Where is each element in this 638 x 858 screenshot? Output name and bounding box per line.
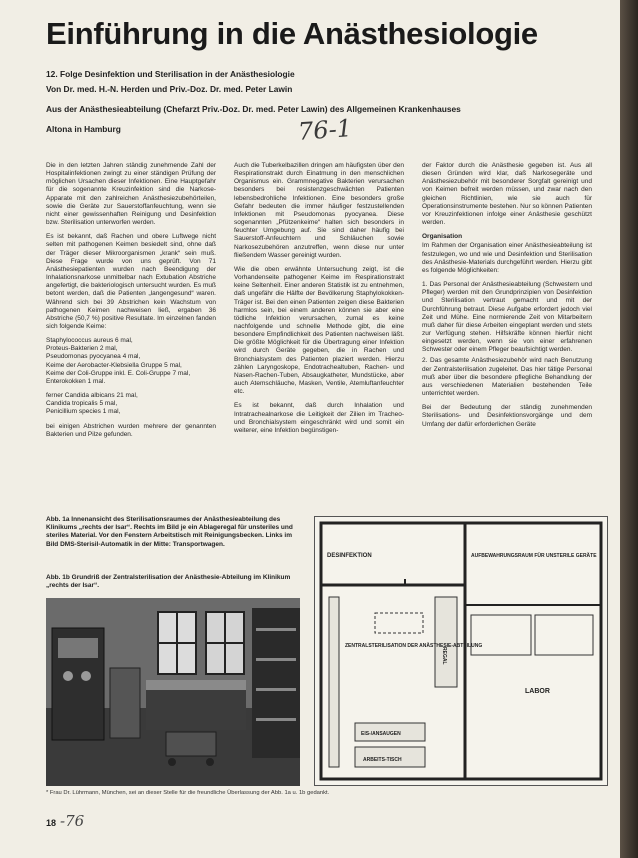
paragraph: Auch die Tuberkelbazillen dringen am häufigsten über den Respirationstrakt durch Einatmung in den menschlichen Organismus ein. Grammnegative Bakterien verursachen besonders bei resistenzgeschwächten Patienten lebensbedrohliche Infektionen. Eine besonders große Gefahr bedeuten die immer häufiger festzustellenden Infektionen mit Pseudomonas pyocyanea. Diese sogenannten „Pfützenkeime“ halten sich besonders in feuchter Umgebung auf. Sie sind daher häufig bei Sauerstoff-Anfeuchtern und Schläuchen sowie Narkosezubehören anzutreffen, wenn diese nur unter fließendem Wasser gereinigt wurden.	[234, 162, 404, 259]
list-item: 2. Das gesamte Anästhesiezubehör wird nach Benutzung der Zentralsterilisation zugeleitet. Das hier tätige Personal muß aber über die besondere pflegliche Behandlung der aus verschiedenen Materialien bestehenden Teile unterrichtet werden.	[422, 357, 592, 398]
plan-label-aufbewahrung: AUFBEWAHRUNGSRAUM FÜR UNSTERILE GERÄTE	[471, 553, 597, 559]
figure-1a-photo	[46, 598, 300, 786]
list-item: Enterokokken 1 mal.	[46, 377, 106, 385]
caption-figure-1b: Abb. 1b Grundriß der Zentralsterilisation der Anästhesie-Abteilung im Klinikum „rechts der Isar“.	[46, 574, 291, 590]
floor-plan-drawing	[315, 517, 607, 785]
photo-illustration	[46, 598, 300, 786]
plan-label-labor: LABOR	[525, 688, 550, 695]
plan-label-zentral: ZENTRALSTERILISATION DER ANÄSTHESIE-ABTEILUNG	[345, 643, 483, 649]
footnote: * Frau Dr. Lührmann, München, sei an dieser Stelle für die freundliche Überlassung der Abb. 1a u. 1b gedankt.	[46, 790, 330, 796]
paragraph: Wie die oben erwähnte Untersuchung zeigt, ist die Vorhandenseite pathogener Keime im Respirationstrakt keine Seltenheit. Einer anderen Statistik ist zu entnehmen, daß ungefähr die Hälfte der Bevölkerung Staphylokokken-Träger ist. Bei den einen Patienten zeigen diese Bakterien harmlos sein, bei einem anderen können sie aber eine tödliche Infektion verursachen, zumal es keine nachfolgende und schnelle Methode gibt, die eine besondere Empfindlichkeit des Patienten nachweisen läßt. Die größte Möglichkeit für die Übertragung einer Infektion wird durch Geräte gegeben, die in Rachen und Bronchialsystem des Patienten plaziert werden. Hierzu zählen Laryngoskope, Endotrachealtuben, Rachen- und Nasen-Rachen-Tuben, Absaugkatheter, Mundstücke, aber auch Atemschläuche, Masken, Ventile, Atemluftanfeuchter etc.	[234, 265, 404, 396]
list-item: Candida tropicalis 5 mal,	[46, 400, 118, 408]
list-item: ferner Candida albicans 21 mal,	[46, 392, 138, 400]
article-title: Einführung in die Anästhesiologie	[46, 16, 538, 51]
handwritten-note: 76-1	[297, 114, 353, 146]
page-handwritten-note: -76	[60, 812, 85, 830]
list-item: Pseudomonas pyocyanea 4 mal,	[46, 353, 141, 361]
location-line: Altona in Hamburg	[46, 124, 121, 134]
paragraph: Es ist bekannt, daß durch Inhalation und Intratrachealnarkose die Leitigkeit der Zilien im Tracheo- und Bronchialsystem eingeschränkt wird und somit ein weiterer, eine Infektion begünstigen-	[234, 402, 404, 434]
section-heading: Organisation	[422, 233, 463, 241]
list-item: Proteus-Bakterien 2 mal,	[46, 345, 118, 353]
paragraph: Bei der Bedeutung der ständig zunehmenden Sterilisations- und Desinfektionsvorgänge und dem Umfang der dafür erforderlichen Geräte	[422, 404, 592, 428]
column-3	[422, 162, 592, 435]
options-list	[422, 281, 592, 398]
paragraph: Die in den letzten Jahren ständig zunehmende Zahl der Hospitalinfektionen zwingt zu einer ständigen Prüfung der möglichen Ursachen dieser Infektionen. Eine Hauptgefahr für die sogenannte Kreuzinfektion sind die Narkose-Apparate mit den zahlreichen Anästhesiezubehörteilen, sowie die Geräte zur Sauerstoffanfeuchtung, wenn sie nicht einer gewissenhaften Reinigung und Desinfektion bzw. Sterilisation unterworfen werden.	[46, 162, 216, 227]
paragraph: der Faktor durch die Anästhesie gegeben ist. Aus all diesen Gründen wird klar, daß Narkosegeräte und Anästhesiezubehör mit besonderer Sorgfalt gereinigt und von Keimen befreit werden müssen, und zwar nach den gleichen Richtlinien, wie sie auch für Operationsinstrumente bestehen. Nur so können Patienten vor Kreuzinfektionen infolge einer Anästhesie geschützt werden.	[422, 162, 592, 227]
list-item: Keime der Coli-Gruppe inkl. E. Coli-Gruppe 7 mal,	[46, 369, 191, 377]
plan-label-eiswasser: EIS-/ANSAUGEN	[361, 731, 401, 737]
affiliation-line: Aus der Anästhesieabteilung (Chefarzt Priv.-Doz. Dr. med. Peter Lawin) des Allgemeinen Krankenhauses	[46, 104, 461, 114]
column-2	[234, 162, 404, 441]
paragraph: Im Rahmen der Organisation einer Anästhesieabteilung ist festzulegen, wo und wie und Desinfektion und Sterilisation des Anästhesie-Materials durchgeführt werden. Hierzu gibt es folgende Möglichkeiten:	[422, 242, 592, 274]
fungi-list	[46, 392, 216, 416]
paragraph: bei einigen Abstrichen wurden mehrere der genannten Bakterien und Pilze gefunden.	[46, 422, 216, 438]
column-1	[46, 162, 216, 445]
list-item: Staphylococcus aureus 6 mal,	[46, 337, 133, 345]
paragraph: Es ist bekannt, daß Rachen und obere Luftwege nicht selten mit pathogenen Keimen besiedelt sind, ohne daß der Träger dieser Mikroorganismen „krank“ sein muß. Diese Frage wurde von uns geprüft. Von 71 Anästhesiepatienten wurden nach Beendigung der Inhalationsnarkose unmittelbar nach Extubation Abstriche angefertigt, die bakteriologisch untersucht wurden. Es muß betont werden, daß die Patienten „langengesund“ waren. Während sich bei 39 Abstrichen kein Wachstum von pathogenen Keimen nachweisen ließ, ergaben 36 Abstriche (50,7 %) positive Resultate. Im einzelnen fanden sich folgende Keime:	[46, 233, 216, 330]
authors-line: Von Dr. med. H.-N. Herden und Priv.-Doz. Dr. med. Peter Lawin	[46, 84, 293, 94]
page-number-line	[46, 812, 84, 830]
series-line: 12. Folge Desinfektion und Sterilisation in der Anästhesiologie	[46, 69, 295, 79]
plan-label-regal: REGAL	[441, 647, 447, 665]
page-binding-edge	[620, 0, 638, 858]
figure-1b-floor-plan	[314, 516, 608, 786]
page-number: 18	[46, 818, 57, 828]
list-item: 1. Das Personal der Anästhesieabteilung (Schwestern und Pfleger) werden mit den Grundprinzipien von Desinfektion und Sterilisation vertraut gemacht und mit der Durchführung betraut. Diese Aufgabe erfordert jedoch viel Zeit und Mühe. Eine normierende Zeit von Mitarbeitern muß daher für diese Arbeiten eingeplant werden und stets zur Verfügung stehen. Hilfskräfte können hierfür nicht eingesetzt werden, wenn sie von einer erfahrenen Schwester oder einem Pfleger beaufsichtigt werden.	[422, 281, 592, 354]
plan-label-desinfektion: DESINFEKTION	[327, 553, 372, 559]
germ-list	[46, 337, 216, 386]
list-item: Penicillium species 1 mal,	[46, 408, 121, 416]
plan-label-arbeitstisch: ARBEITS-TISCH	[363, 757, 402, 763]
body-columns	[46, 162, 608, 502]
list-item: Keime der Aerobacter-Klebsiella Gruppe 5 mal,	[46, 361, 182, 369]
caption-figure-1a: Abb. 1a Innenansicht des Sterilisationsraumes der Anästhesieabteilung des Klinikums „rechts der Isar“. Rechts im Bild je ein Ablageregal für unsteriles und steriles Material. Vor den Fenstern Arbeitstisch mit Reinigungsbecken. Links im Bild DMS-Sterisil-Automatik in der Mitte: Transportwagen.	[46, 516, 293, 548]
